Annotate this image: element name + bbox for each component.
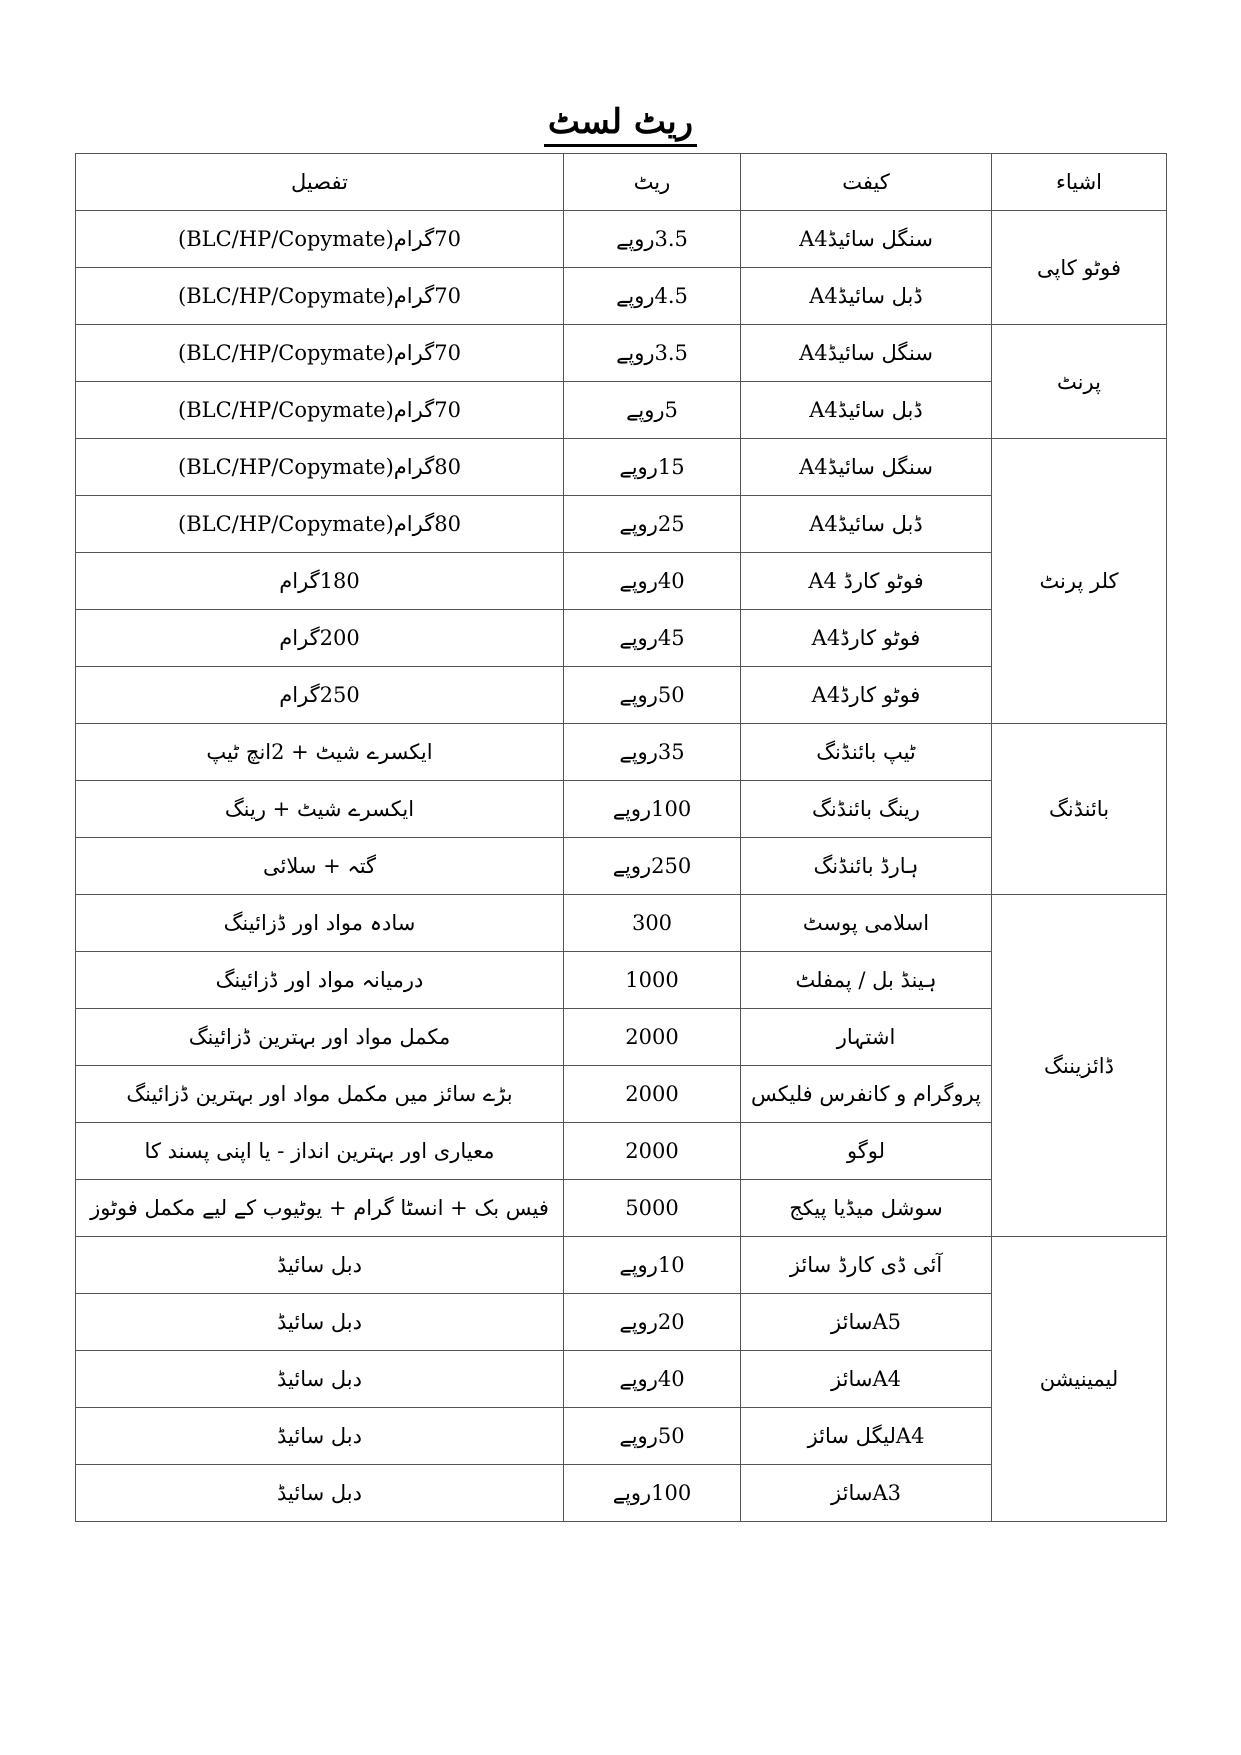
rate-cell: 5روپے — [564, 382, 741, 439]
details-cell: گتہ + سلائی — [76, 838, 564, 895]
details-cell: 70گرام(BLC/HP/Copymate) — [76, 325, 564, 382]
details-cell: 70گرام(BLC/HP/Copymate) — [76, 268, 564, 325]
details-cell: دبل سائیڈ — [76, 1408, 564, 1465]
details-cell: 180گرام — [76, 553, 564, 610]
category-cell: لیمینیشن — [992, 1237, 1167, 1522]
description-cell: آئی ڈی کارڈ سائز — [741, 1237, 992, 1294]
rate-cell: 3.5روپے — [564, 325, 741, 382]
details-cell: ایکسرے شیٹ + 2انچ ٹیپ — [76, 724, 564, 781]
header-rate: ریٹ — [564, 154, 741, 211]
table-row — [76, 439, 1167, 496]
description-cell: سوشل میڈیا پیکج — [741, 1180, 992, 1237]
category-cell: کلر پرنٹ — [992, 439, 1167, 724]
details-cell: معیاری اور بہترین انداز - یا اپنی پسند کا — [76, 1123, 564, 1180]
details-cell: مکمل مواد اور بہترین ڈزائینگ — [76, 1009, 564, 1066]
rate-cell: 2000 — [564, 1009, 741, 1066]
rate-cell: 2000 — [564, 1066, 741, 1123]
description-cell: A4لیگل سائز — [741, 1408, 992, 1465]
table-row — [76, 1237, 1167, 1294]
details-cell: سادہ مواد اور ڈزائینگ — [76, 895, 564, 952]
category-cell: بائنڈنگ — [992, 724, 1167, 895]
description-cell: رینگ بائنڈنگ — [741, 781, 992, 838]
rate-cell: 300 — [564, 895, 741, 952]
page-title — [0, 100, 1241, 144]
description-cell: سنگل سائیڈA4 — [741, 439, 992, 496]
rate-cell: 20روپے — [564, 1294, 741, 1351]
rate-cell: 40روپے — [564, 553, 741, 610]
rate-cell: 35روپے — [564, 724, 741, 781]
rate-cell: 1000 — [564, 952, 741, 1009]
table-body — [76, 211, 1167, 1522]
description-cell: ڈبل سائیڈA4 — [741, 382, 992, 439]
table-header-row — [76, 154, 1167, 211]
description-cell: پروگرام و کانفرس فلیکس — [741, 1066, 992, 1123]
details-cell: دبل سائیڈ — [76, 1351, 564, 1408]
details-cell: درمیانہ مواد اور ڈزائینگ — [76, 952, 564, 1009]
details-cell: 250گرام — [76, 667, 564, 724]
table-row — [76, 325, 1167, 382]
table-row — [76, 211, 1167, 268]
category-cell: فوٹو کاپی — [992, 211, 1167, 325]
rate-cell: 25روپے — [564, 496, 741, 553]
rate-table — [75, 153, 1167, 1522]
description-cell: ڈبل سائیڈA4 — [741, 496, 992, 553]
description-cell: فوٹو کارڈ A4 — [741, 553, 992, 610]
rate-cell: 45روپے — [564, 610, 741, 667]
description-cell: A5سائز — [741, 1294, 992, 1351]
description-cell: ہینڈ بل / پمفلٹ — [741, 952, 992, 1009]
page-title-text: ریٹ لسٹ — [544, 102, 697, 147]
details-cell: 80گرام(BLC/HP/Copymate) — [76, 439, 564, 496]
description-cell: سنگل سائیڈA4 — [741, 325, 992, 382]
rate-cell: 50روپے — [564, 667, 741, 724]
details-cell: دبل سائیڈ — [76, 1237, 564, 1294]
rate-cell: 3.5روپے — [564, 211, 741, 268]
description-cell: ڈبل سائیڈA4 — [741, 268, 992, 325]
description-cell: ہارڈ بائنڈنگ — [741, 838, 992, 895]
description-cell: A4سائز — [741, 1351, 992, 1408]
category-cell: ڈائزیننگ — [992, 895, 1167, 1237]
details-cell: 70گرام(BLC/HP/Copymate) — [76, 211, 564, 268]
rate-cell: 100روپے — [564, 781, 741, 838]
description-cell: فوٹو کارڈA4 — [741, 610, 992, 667]
details-cell: دبل سائیڈ — [76, 1294, 564, 1351]
rate-cell: 100روپے — [564, 1465, 741, 1522]
description-cell: فوٹو کارڈA4 — [741, 667, 992, 724]
rate-cell: 40روپے — [564, 1351, 741, 1408]
rate-cell: 4.5روپے — [564, 268, 741, 325]
rate-cell: 2000 — [564, 1123, 741, 1180]
header-item: اشیاء — [992, 154, 1167, 211]
rate-cell: 250روپے — [564, 838, 741, 895]
description-cell: A3سائز — [741, 1465, 992, 1522]
rate-cell: 50روپے — [564, 1408, 741, 1465]
description-cell: اسلامی پوسٹ — [741, 895, 992, 952]
category-cell: پرنٹ — [992, 325, 1167, 439]
header-description: کیفت — [741, 154, 992, 211]
description-cell: سنگل سائیڈA4 — [741, 211, 992, 268]
details-cell: 200گرام — [76, 610, 564, 667]
table-row — [76, 895, 1167, 952]
description-cell: اشتہار — [741, 1009, 992, 1066]
details-cell: دبل سائیڈ — [76, 1465, 564, 1522]
rate-cell: 10روپے — [564, 1237, 741, 1294]
rate-cell: 15روپے — [564, 439, 741, 496]
table-row — [76, 724, 1167, 781]
rate-cell: 5000 — [564, 1180, 741, 1237]
details-cell: ایکسرے شیٹ + رینگ — [76, 781, 564, 838]
details-cell: 70گرام(BLC/HP/Copymate) — [76, 382, 564, 439]
header-details: تفصیل — [76, 154, 564, 211]
details-cell: 80گرام(BLC/HP/Copymate) — [76, 496, 564, 553]
description-cell: ٹیپ بائنڈنگ — [741, 724, 992, 781]
details-cell: بڑے سائز میں مکمل مواد اور بہترین ڈزائینگ — [76, 1066, 564, 1123]
details-cell: فیس بک + انسٹا گرام + یوٹیوب کے لیے مکمل فوٹوز — [76, 1180, 564, 1237]
description-cell: لوگو — [741, 1123, 992, 1180]
